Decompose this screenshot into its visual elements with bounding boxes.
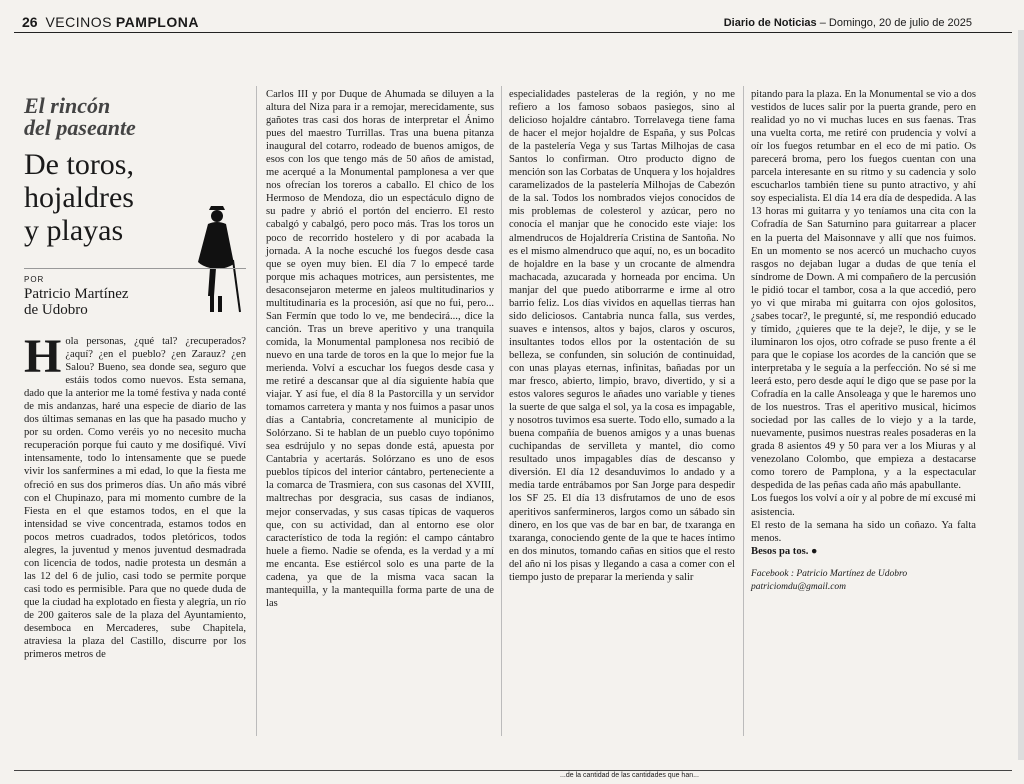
column-2-text: Carlos III y por Duque de Ahumada se diluyen a la altura del Niza para ir a remojar, merecidamente, sus gañotes tras casi dos horas de interpretar el Ánimo pues del maestro Turrillas. Tras una buena pitanza inaugural del cotarro, rodeado de buenos amigos, de esos con los que tengo más de 50 años de amistad, me acerqué a la Monumental pamplonesa a ver que nos ofrecían los toreros a caballo. El chico de los Hermoso de Mendoza, dio un espectáculo digno de su padre y abrió el portón del encierro. El resto cabalgó y cabalgó, pero poco más. Tras los toros un poco de recorrido hostelero y di por acabada la jornada. A la noche escuché los fuegos desde casa que se oyen muy bien. El día 7 lo empecé tarde porque mis achaques motrices, aun persistentes, me desaconsejaron meterme en jaleos multitudinarios y multitudinaria es la procesión, así que no fui, pero... San Fermín que todo lo ve, me bendecirá..., dice la canción. Tras un breve aperitivo y una tranquila comida, la Monumental pamplonesa nos recibió de nuevo en una tarde de toros en la que lo mejor fue la merienda. Volví a escuchar los fuegos desde casa y me retiré a descansar que al día siguiente había que viajar. Y así fue, el día 8 la Pastorcilla y un servidor tomamos carretera y manta y nos fuimos a pasar unos días a Cantabria, concretamente al municipio de Solórzano. Si te hablan de un pueblo cuyo topónimo sea esdrújulo y no sepas donde está, apuesta por Cantabria y acertarás. Solórzano es uno de esos pueblos típicos del interior cántabro, perteneciente a la comarca de Trasmiera, con sus casonas del XVIII, maltrechas por desgracia, sus casas de indianos, mejor conservadas, y sus casas típicas de vaqueros que, con su actividad, dan al entorno ese olor característico de toda la región: el campo cántabro huele a fiemo. Nadie se ofenda, es la verdad y a mí me encanta. Ese estiércol solo es una parte de la cadena, ya que de la misma vaca sacan la mantequilla, y la mantequilla forma parte de una de las <box>266 89 494 609</box>
article-column-3 <box>509 88 735 584</box>
column-3-text: especialidades pasteleras de la región, y no me refiero a los famoso sobaos pasiegos, sino al delicioso hojaldre cántabro. Torrelavega tiene fama de hacer el mejor hojaldre de España, y sus Polcas de la pastelería Vega y sus Tartas Milhojas de casa Santos lo confirman. Otro producto digno de mención son las Corbatas de Unquera y los hojaldres caramelizados de la pastelería Milhojas de Cabezón de la sal. Todos los nombrados viejos conocidos de mis problemas de colesterol y azúcar, pero no conocía el manjar que he conocido este viaje: los almendrucos de Hojaldrería Cristina de Santoña. No es el mismo almendruco que aquí, no, es un bocadito de hojaldre en la base y un crocante de almendra machacada, azucarada y horneada por encima. Un manjar del que puedo atiborrarme e irme al otro barrio feliz. Los días vividos en aquellas tierras han sido deliciosos. Cantabria nunca falla, sus verdes, suaves e intensos, altos y bajos, claros y oscuros, insultantes todos ellos por la ostentación de su belleza, se confunden, sin solución de continuidad, con unas playas eternas, infinitas, bañadas por un mar fresco, abierto, limpio, bravo, divertido, y si a estos valores seguros le añades uno variable y tienes la suerte de que salga el sol, ya la cosa es impagable, y nosotros tuvimos esa suerte. Todo ello, sumado a la buena compañía de buenos amigos y a unas buenas cuchipandas de servilleta y mantel, dio como resultado unos impagables días de descanso y diversión. El día 12 desanduvimos lo andado y a media tarde entrábamos por San Jorge para despedir los SF 25. El día 13 disfrutamos de uno de esos aperitivos sanfermineros, largos como un sábado sin dinero, en los que vas de bar en bar, de txaranga en txaranga, conociendo gente de la que te haces íntimo en dos minutos, tomando cañas en sitios que el resto del año ni los pisas y llegando a casa a comer con el tiempo justo de preparar la merienda y salir <box>509 89 735 583</box>
author-name <box>24 286 246 318</box>
email-contact[interactable]: patriciomdu@gmail.com <box>751 581 847 592</box>
column-divider <box>743 86 744 736</box>
column-divider <box>256 86 257 736</box>
column-4-text: pitando para la plaza. En la Monumental se vio a dos vestidos de luces salir por la puerta grande, pero en realidad yo no vi muchas luces en sus faenas. Tras una vuelta corta, me retiré con prudencia y volví a oír los fuegos retumbar en el eco de mi patio. Os parecerá broma, pero los fuegos cuentan con una parcela interesante en su ritmo y su cadencia y solo escucharlos también tiene su punto atractivo, y ahí soy especialista. El día 14 era día de despedida. A las 13 horas mi guitarra y yo teníamos una cita con la Cofradía de San Saturnino para guitarrear a placer en la puerta del Maisonnave y allí que nos fuimos. En un momento se nos acercó un muchacho cuyos rasgos no dejaban lugar a dudas de que tenía el síndrome de Down. A mi compañero de la percusión le pidió tocar el tambor, cosa a la que accedió, pero yo vi que miraba mi guitarra con ojos golositos, ¿sabes tocar?, le pregunté, sí, me respondió educado y tímido, ¿quieres que te la deje?, le dije, y se le iluminaron los ojos, otro cofrade se puso frente a él para que le copiase los acordes de la canción que se interpretaba y le seguía a la perfección. No sé si me leerá esto, pero desde aquí le digo que se pase por la Cofradía en la calle Ansoleaga y que le haremos uno de los nuestros. Tras el aperitivo musical, hicimos sociedad por las calles de lo viejo y a la tarde, nuevamente, pusimos nuestras reales posaderas en la grada 8 asientos 49 y 50 para ver a los Miuras y al venezolano Colombo, que empieza a destacarse como torero de Pamplona, y a la espectacular despedida de las peñas cada año más apabullante. <box>751 89 976 492</box>
section-name-1: VECINOS <box>45 14 112 30</box>
issue-date: – Domingo, 20 de julio de 2025 <box>816 17 972 29</box>
contact-info <box>751 568 976 594</box>
column-divider <box>501 86 502 736</box>
article-column-1 <box>24 330 246 661</box>
sign-off: Besos pa tos. ● <box>751 545 818 557</box>
article-column-2 <box>266 88 494 610</box>
byline-label: POR <box>24 275 45 284</box>
section-name-2: PAMPLONA <box>115 14 199 30</box>
author-name-line-2: de Udobro <box>24 302 88 318</box>
title-line-1: De toros, <box>24 148 134 181</box>
footer-snippet: ...de la cantidad de las cantidades que han... <box>560 772 699 779</box>
page-header <box>14 12 1012 33</box>
title-line-2: hojaldres <box>24 181 134 214</box>
column-4-paragraph-3: El resto de la semana ha sido un coñazo. Ya falta menos. <box>751 519 976 544</box>
column-4-paragraph-2: Los fuegos los volví a oír y al pobre de mí excusé mi asistencia. <box>751 493 976 518</box>
page-number: 26 <box>22 14 38 30</box>
author-name-line-1: Patricio Martínez <box>24 286 129 302</box>
footer-rule <box>14 770 1012 771</box>
article-column-4 <box>751 88 976 594</box>
drop-cap: H <box>24 330 62 383</box>
column-kicker <box>24 95 136 139</box>
kicker-line-1: El rincón <box>24 93 111 118</box>
facebook-contact: Facebook : Patricio Martínez de Udobro <box>751 568 908 579</box>
byline <box>24 268 246 318</box>
title-line-3: y playas <box>24 214 124 247</box>
column-1-text: ola personas, ¿qué tal? ¿recuperados? ¿aquí? ¿en el pueblo? ¿en Zarauz? ¿en Salou? Bueno, sea donde sea, seguro que estáis todos como nuevos. Esta semana, dado que la anterior me la tomé festiva y nada conté de mis andanzas, haré una especie de diario de las dos últimas semanas en las que ha pasado mucho y por su orden. Como veréis yo no necesito mucha recuperación porque fui cauto y me dosifiqué. Viví intensamente, todo lo intensamente que se puede vivir los sanfermines a mi edad, lo que la fiesta me ofreció en sus dos primeros días. Un año más vibré con el Chupinazo, para mi momento cumbre de la Fiesta en el que estamos todos, en el que la intensidad se vive concentrada, estamos todos en pocos metros cuadrados, todos pletóricos, todos alegres, la juventud y menos juventud desmadrada con licencia de todos, nadie protesta un desmán a las 12 del 6 de julio, casi todo se permite porque casi todo es permisible. Para que no quede duda de que la ciudad ha explotado en fiesta y alegría, un río de 200 gaiteros sale de la plaza del Ayuntamiento, desemboca en Mercaderes, sube Chapitela, atraviesa la plaza del Castillo, discurre por los primeros metros de <box>24 336 246 661</box>
publication-info <box>724 17 972 29</box>
page-edge <box>1018 30 1024 760</box>
section-heading <box>22 14 199 30</box>
newspaper-name: Diario de Noticias <box>723 17 817 29</box>
kicker-line-2: del paseante <box>24 115 136 140</box>
article-title <box>24 148 184 247</box>
